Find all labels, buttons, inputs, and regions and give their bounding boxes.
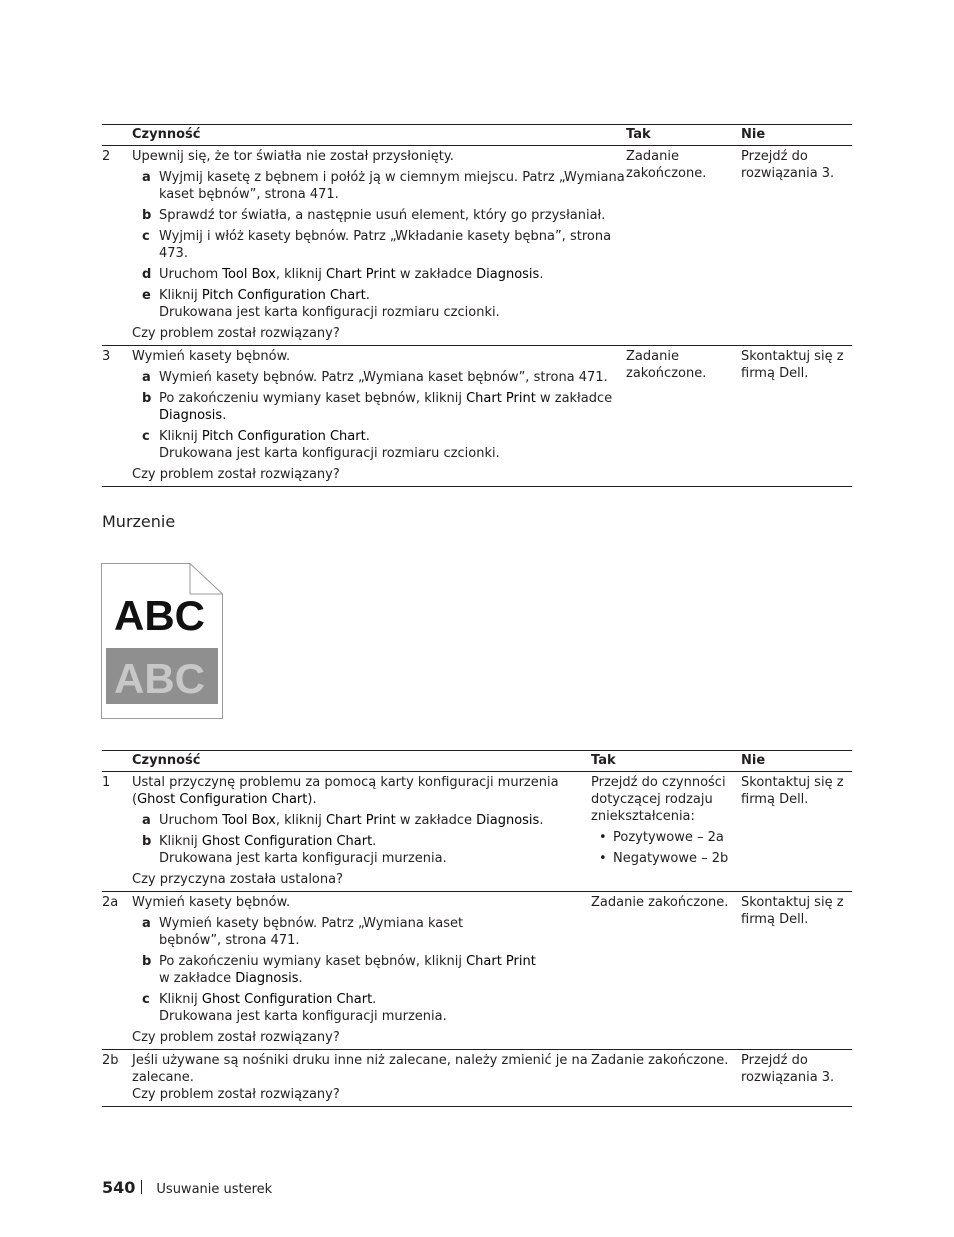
list-item: • Negatywowe – 2b [591, 850, 741, 867]
step-intro: Jeśli używane są nośniki druku inne niż zalecane, należy zmienić je na zalecane. [132, 1053, 588, 1085]
troubleshooting-table-2 [102, 750, 852, 1107]
step-question: Czy problem został rozwiązany? [132, 1030, 340, 1045]
ui-term: Chart Print [466, 391, 536, 406]
list-item: • Pozytywowe – 2a [591, 829, 741, 846]
ghosting-illustration [100, 562, 224, 720]
ui-term: Diagnosis [476, 813, 540, 828]
sub-step-text: Wymień kasety bębnów. Patrz „Wymiana kaset bębnów”, strona 471. [159, 370, 608, 385]
sub-step-letter: e [142, 288, 151, 303]
sub-step-letter: b [142, 208, 152, 223]
sub-step [132, 287, 626, 321]
sub-step-note: Drukowana jest karta konfiguracji murzenia. [159, 851, 447, 866]
sub-step [132, 428, 626, 462]
sub-step-text: Uruchom Tool Box, kliknij Chart Print w zakładce Diagnosis. [159, 813, 544, 828]
step-intro: Upewnij się, że tor światła nie został przysłonięty. [132, 149, 454, 164]
sub-step-text: Wyjmij kasetę z bębnem i połóż ją w ciemnym miejscu. Patrz „Wymiana kaset bębnów”, strona 471. [159, 170, 625, 202]
step-number: 2 [102, 149, 111, 164]
sub-step-letter: a [142, 170, 151, 185]
ui-term: Diagnosis [235, 971, 299, 986]
sub-step-text: Wymień kasety bębnów. Patrz „Wymiana kaset bębnów”, strona 471. [159, 916, 464, 948]
table-row [102, 1050, 852, 1107]
footer-divider [141, 1180, 142, 1194]
sub-step-letter: b [142, 954, 152, 969]
ui-term: Tool Box [222, 813, 276, 828]
yes-cell [591, 772, 741, 892]
sub-step [132, 812, 591, 829]
step-number: 3 [102, 349, 111, 364]
sub-step [132, 915, 591, 949]
sub-step-text: Uruchom Tool Box, kliknij Chart Print w zakładce Diagnosis. [159, 267, 544, 282]
sub-step-note: Drukowana jest karta konfiguracji murzenia. [159, 1009, 447, 1024]
troubleshooting-table-1 [102, 124, 852, 487]
page-footer [102, 1178, 272, 1197]
no-cell: Skontaktuj się z firmą Dell. [741, 775, 844, 807]
sub-step [132, 207, 626, 224]
ui-term: Pitch Configuration Chart [201, 429, 366, 444]
step-question: Czy przyczyna została ustalona? [132, 872, 343, 887]
no-cell: Skontaktuj się z firmą Dell. [741, 349, 844, 381]
sub-step-letter: a [142, 370, 151, 385]
header-no: Nie [741, 753, 766, 768]
step-intro: Wymień kasety bębnów. [132, 349, 291, 364]
header-action: Czynność [132, 127, 201, 142]
ui-term: Diagnosis [159, 408, 223, 423]
action-cell [132, 1050, 591, 1107]
table-row [102, 346, 852, 487]
sub-step-text: Kliknij Pitch Configuration Chart. Drukowana jest karta konfiguracji rozmiaru czcionki. [159, 429, 500, 461]
print-sample-text: ABC [114, 592, 205, 639]
sub-step [132, 953, 591, 987]
ghost-image-text: ABC [114, 655, 205, 702]
no-cell: Przejdź do rozwiązania 3. [741, 1053, 835, 1085]
sub-step [132, 991, 591, 1025]
table-row [102, 146, 852, 346]
ui-term: Ghost Configuration Chart [201, 834, 373, 849]
sub-step-letter: d [142, 267, 152, 282]
sub-step-text: Wyjmij i włóż kasety bębnów. Patrz „Wkładanie kasety bębna”, strona 473. [159, 229, 612, 261]
ui-term: Tool Box [222, 267, 276, 282]
sub-step-note: Drukowana jest karta konfiguracji rozmiaru czcionki. [159, 446, 500, 461]
ui-term: Chart Print [325, 813, 396, 828]
action-cell [132, 772, 591, 892]
step-number: 2b [102, 1053, 119, 1068]
sub-step-letter: b [142, 391, 152, 406]
header-yes: Tak [591, 753, 616, 768]
step-question: Czy problem został rozwiązany? [132, 326, 340, 341]
yes-cell: Zadanie zakończone. [591, 895, 729, 910]
table-header-row [102, 125, 852, 146]
sub-step-text: Kliknij Ghost Configuration Chart. Drukowana jest karta konfiguracji murzenia. [159, 834, 447, 866]
sub-step-text: Kliknij Pitch Configuration Chart. Drukowana jest karta konfiguracji rozmiaru czcionki. [159, 288, 500, 320]
sub-step [132, 169, 626, 203]
table-header-row [102, 751, 852, 772]
sub-step-note: Drukowana jest karta konfiguracji rozmiaru czcionki. [159, 305, 500, 320]
page-number: 540 [102, 1178, 136, 1197]
table-row [102, 772, 852, 892]
yes-cell: Zadanie zakończone. [626, 349, 707, 381]
sub-step-letter: c [142, 992, 150, 1007]
sub-step-text: Po zakończeniu wymiany kaset bębnów, kliknij Chart Print w zakładce Diagnosis. [159, 391, 613, 423]
footer-section: Usuwanie usterek [156, 1182, 273, 1197]
sub-step-letter: a [142, 916, 151, 931]
sub-step-text: Kliknij Ghost Configuration Chart. Drukowana jest karta konfiguracji murzenia. [159, 992, 447, 1024]
step-number: 2a [102, 895, 119, 910]
sub-step [132, 266, 626, 283]
yes-cell: Zadanie zakończone. [626, 149, 707, 181]
table-row [102, 892, 852, 1050]
sub-step [132, 369, 626, 386]
sub-step [132, 228, 626, 262]
sub-step-letter: c [142, 429, 150, 444]
sub-step-letter: b [142, 834, 152, 849]
ui-term: Diagnosis [476, 267, 540, 282]
step-intro: Ustal przyczynę problemu za pomocą karty konfiguracji murzenia (Ghost Configuration Chart). [132, 775, 559, 807]
step-intro: Wymień kasety bębnów. [132, 895, 291, 910]
no-cell: Skontaktuj się z firmą Dell. [741, 895, 844, 927]
ui-term: Ghost Configuration Chart [201, 992, 373, 1007]
step-number: 1 [102, 775, 111, 790]
sub-step-letter: c [142, 229, 150, 244]
ui-term: Chart Print [325, 267, 396, 282]
step-question: Czy problem został rozwiązany? [132, 467, 340, 482]
no-cell: Przejdź do rozwiązania 3. [741, 149, 835, 181]
ui-term: Pitch Configuration Chart [201, 288, 366, 303]
header-action: Czynność [132, 753, 201, 768]
yes-cell: Zadanie zakończone. [591, 1053, 729, 1068]
ui-term: Chart Print [466, 954, 536, 969]
sub-step [132, 390, 626, 424]
action-cell [132, 892, 591, 1050]
action-cell [132, 146, 626, 346]
header-no: Nie [741, 127, 766, 142]
distortion-type-list [591, 829, 741, 867]
sub-step [132, 833, 591, 867]
step-question: Czy problem został rozwiązany? [132, 1087, 340, 1102]
ui-term: Ghost Configuration Chart [137, 792, 308, 807]
sub-step-letter: a [142, 813, 151, 828]
header-yes: Tak [626, 127, 651, 142]
action-cell [132, 346, 626, 487]
sub-step-text: Po zakończeniu wymiany kaset bębnów, kliknij Chart Print w zakładce Diagnosis. [159, 954, 536, 986]
yes-text: Przejdź do czynności dotyczącej rodzaju zniekształcenia: [591, 775, 726, 824]
section-title: Murzenie [102, 512, 176, 531]
sub-step-text: Sprawdź tor światła, a następnie usuń element, który go przysłaniał. [159, 208, 606, 223]
